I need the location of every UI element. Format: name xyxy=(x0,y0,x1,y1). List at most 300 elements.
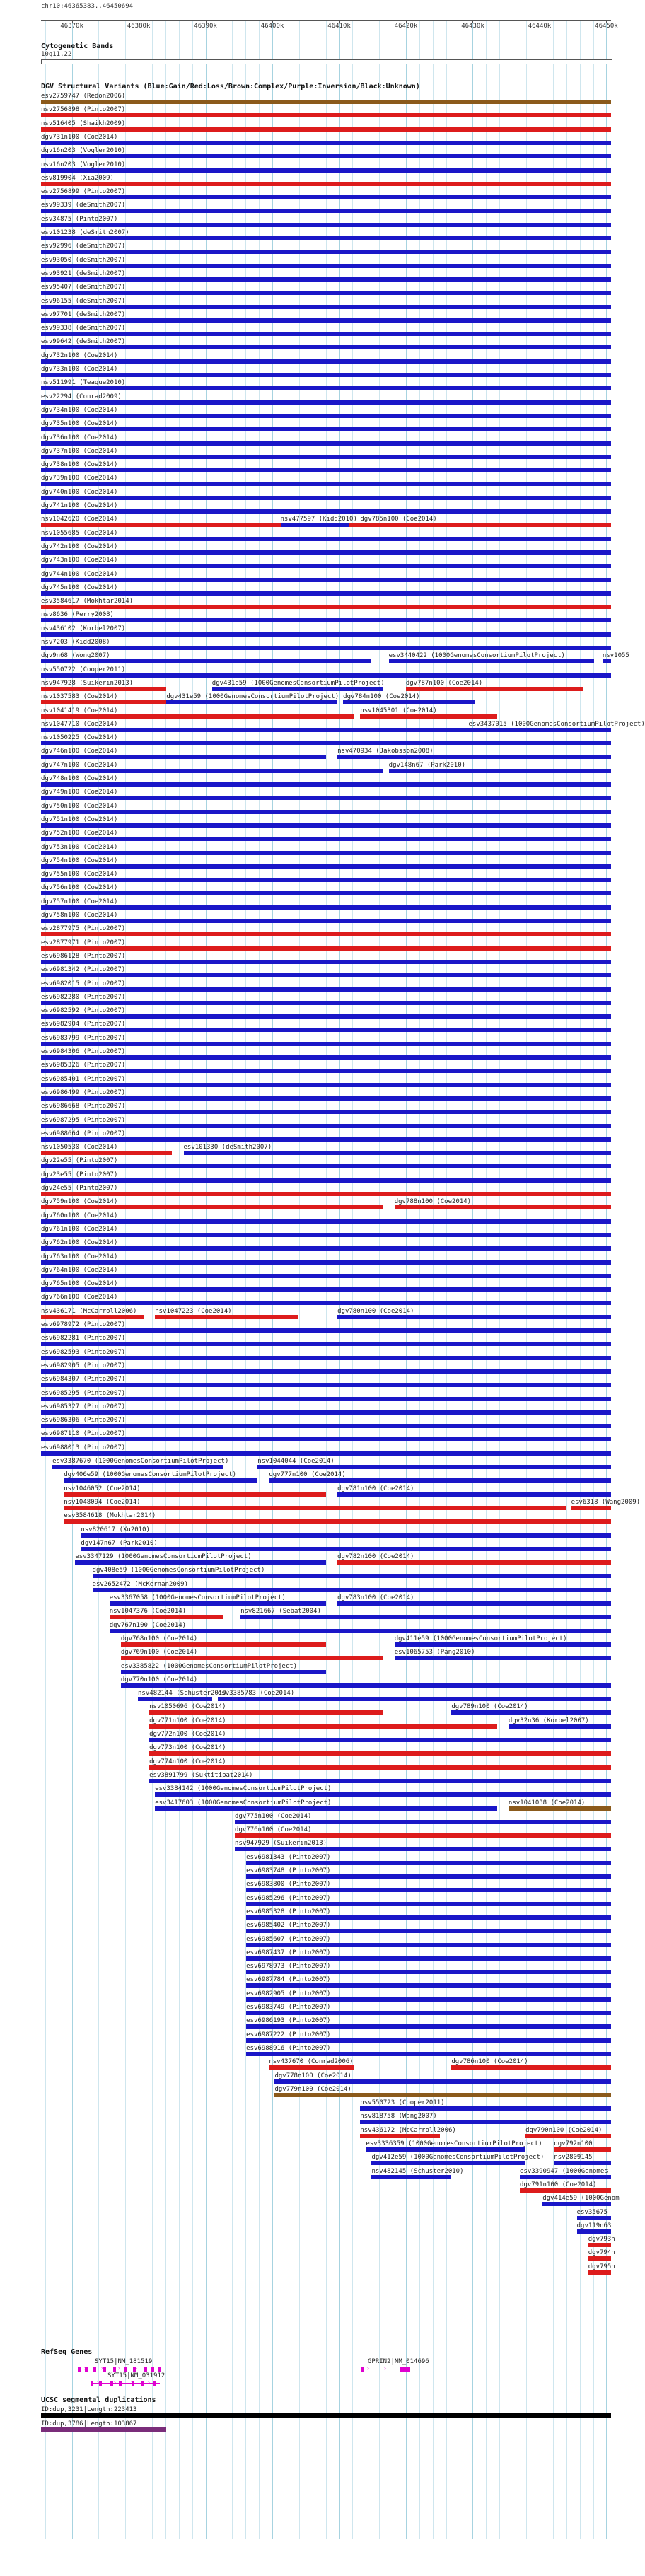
sv-label[interactable]: esv6978973 (Pinto2007) xyxy=(246,1963,331,1971)
sv-label[interactable]: nsv550722 (Cooper2011) xyxy=(41,666,126,673)
sv-bar-gain[interactable] xyxy=(246,1888,611,1892)
sv-bar-gain[interactable] xyxy=(155,1792,611,1797)
sv-label[interactable]: nsv516405 (Shaikh2009) xyxy=(41,120,126,127)
sv-bar-gain[interactable] xyxy=(246,2038,611,2043)
sv-bar-gain[interactable] xyxy=(41,1042,611,1046)
sv-bar-gain[interactable] xyxy=(246,1956,611,1961)
sv-bar-loss[interactable] xyxy=(149,1724,497,1729)
sv-label[interactable]: esv3417603 (1000GenomesConsortiumPilotProject) xyxy=(155,1799,332,1806)
sv-label[interactable]: esv6987295 (Pinto2007) xyxy=(41,1116,126,1124)
sv-label[interactable]: nsv436102 (Korbel2007) xyxy=(41,625,126,632)
sv-label[interactable]: dgv761n100 (Coe2014) xyxy=(41,1225,118,1233)
sv-bar-gain[interactable] xyxy=(337,1601,611,1606)
sv-bar-loss[interactable] xyxy=(451,2065,611,2070)
sv-bar-loss[interactable] xyxy=(64,1492,326,1497)
sv-label[interactable]: nsv1045301 (Coe2014) xyxy=(360,707,437,714)
sv-label[interactable]: nsv1050696 (Coe2014) xyxy=(149,1703,226,1711)
sv-label[interactable]: esv3385783 (Coe2014) xyxy=(217,1690,295,1698)
gene-label[interactable]: SYT15|NM_031912 xyxy=(108,2372,165,2379)
sv-bar-gain[interactable] xyxy=(246,1874,611,1879)
sv-bar-gain[interactable] xyxy=(41,482,611,486)
sv-label[interactable]: esv6982904 (Pinto2007) xyxy=(41,1021,126,1028)
sv-label[interactable]: esv6985607 (Pinto2007) xyxy=(246,1935,331,1943)
sv-label[interactable]: nsv1041038 (Coe2014) xyxy=(508,1799,586,1806)
sv-label[interactable]: dgv788n100 (Coe2014) xyxy=(394,1198,472,1206)
sv-label[interactable]: nsv470934 (Jakobsson2008) xyxy=(337,748,434,755)
sv-label[interactable]: nsv1047223 (Coe2014) xyxy=(155,1307,232,1315)
sv-bar-gain[interactable] xyxy=(246,1861,611,1865)
sv-label[interactable]: dgv9n68 (Wong2007) xyxy=(41,652,110,660)
gene-exon[interactable] xyxy=(91,2381,93,2386)
sv-bar-gain[interactable] xyxy=(93,1574,611,1578)
sv-label[interactable]: dgv735n100 (Coe2014) xyxy=(41,420,118,428)
gene-exon[interactable] xyxy=(158,2367,161,2372)
sv-label[interactable]: esv99642 (deSmith2007) xyxy=(41,338,126,346)
sv-label[interactable]: dgv773n100 (Coe2014) xyxy=(149,1744,226,1752)
sv-bar-loss[interactable] xyxy=(337,1560,611,1565)
sv-bar-gain[interactable] xyxy=(389,659,594,663)
dup-bar[interactable] xyxy=(41,2413,611,2418)
sv-label[interactable]: nsv2756898 (Pinto2007) xyxy=(41,106,126,114)
sv-bar-gain[interactable] xyxy=(41,618,611,622)
sv-label[interactable]: dgv756n100 (Coe2014) xyxy=(41,884,118,892)
sv-label[interactable]: dgv16n203 (Vogler2010) xyxy=(41,147,126,155)
sv-label[interactable]: esv2652472 (McKernan2009) xyxy=(92,1580,188,1588)
sv-label[interactable]: dgv757n100 (Coe2014) xyxy=(41,898,118,905)
sv-bar-gain[interactable] xyxy=(41,1410,611,1415)
sv-bar-gain[interactable] xyxy=(235,1847,611,1851)
sv-label[interactable]: esv2759747 (Redon2006) xyxy=(41,93,126,100)
sv-label[interactable]: esv6984306 (Pinto2007) xyxy=(41,1048,126,1055)
sv-bar-gain[interactable] xyxy=(371,2175,451,2179)
sv-label[interactable]: esv6982905 (Pinto2007) xyxy=(41,1362,126,1369)
sv-bar-gain[interactable] xyxy=(41,455,611,459)
sv-label[interactable]: nsv1037583 (Coe2014) xyxy=(41,693,118,701)
sv-label[interactable]: dgv741n100 (Coe2014) xyxy=(41,502,118,509)
dup-bar[interactable] xyxy=(41,2427,166,2432)
sv-label[interactable]: esv22294 (Conrad2009) xyxy=(41,393,122,400)
sv-label[interactable]: dgv760n100 (Coe2014) xyxy=(41,1212,118,1219)
sv-bar-gain[interactable] xyxy=(246,1983,611,1988)
sv-label[interactable]: nsv436171 (McCarroll2006) xyxy=(41,1307,137,1315)
sv-bar-gain[interactable] xyxy=(41,1260,611,1265)
sv-bar-gain[interactable] xyxy=(509,1724,611,1729)
sv-label[interactable]: dgv777n100 (Coe2014) xyxy=(269,1471,346,1479)
sv-bar-gain[interactable] xyxy=(166,700,337,704)
sv-label[interactable]: dgv789n100 (Coe2014) xyxy=(451,1703,528,1711)
sv-bar-gain[interactable] xyxy=(554,2161,611,2165)
sv-bar-loss[interactable] xyxy=(588,2270,611,2275)
sv-bar-gain[interactable] xyxy=(360,2106,611,2111)
sv-bar-gain[interactable] xyxy=(41,427,611,431)
gene-exon[interactable] xyxy=(113,2367,116,2372)
sv-label[interactable]: nsv436172 (McCarroll2006) xyxy=(360,2126,456,2134)
sv-label[interactable]: dgv750n100 (Coe2014) xyxy=(41,802,118,810)
sv-bar-gain[interactable] xyxy=(246,2011,611,2015)
cytoband-bar[interactable] xyxy=(41,59,612,64)
sv-bar-gain[interactable] xyxy=(246,1902,611,1906)
sv-bar-gain[interactable] xyxy=(41,1356,611,1360)
sv-label[interactable]: esv6986668 (Pinto2007) xyxy=(41,1103,126,1110)
sv-bar-gain[interactable] xyxy=(41,550,611,555)
sv-label[interactable]: dgv739n100 (Coe2014) xyxy=(41,475,118,482)
sv-label[interactable]: esv3336359 (1000GenomesConsortiumPilotProject) xyxy=(366,2140,542,2147)
sv-label[interactable]: dgv119n63 xyxy=(576,2222,612,2229)
gene-exon[interactable] xyxy=(406,2367,409,2372)
sv-bar-gain[interactable] xyxy=(246,1915,611,1920)
sv-label[interactable]: nsv947929 (Suikerin2013) xyxy=(235,1840,327,1847)
gene-exon[interactable] xyxy=(361,2367,364,2372)
sv-label[interactable]: dgv431e59 (1000GenomesConsortiumPilotProject) xyxy=(211,679,385,687)
sv-label[interactable]: dgv794n xyxy=(588,2249,615,2257)
sv-bar-loss[interactable] xyxy=(588,2256,611,2261)
gene-exon[interactable] xyxy=(93,2367,96,2372)
sv-bar-gain[interactable] xyxy=(269,1478,611,1483)
sv-bar-loss[interactable] xyxy=(269,2065,354,2070)
sv-bar-loss[interactable] xyxy=(149,1751,611,1756)
sv-bar-gain[interactable] xyxy=(451,1710,611,1715)
sv-bar-gain[interactable] xyxy=(337,755,611,759)
sv-label[interactable]: dgv775n100 (Coe2014) xyxy=(235,1812,312,1820)
sv-label[interactable]: esv6983748 (Pinto2007) xyxy=(246,1867,331,1874)
sv-bar-loss[interactable] xyxy=(121,1642,326,1647)
sv-bar-gain[interactable] xyxy=(41,400,611,405)
sv-bar-gain[interactable] xyxy=(41,960,611,964)
sv-label[interactable]: nsv1050225 (Coe2014) xyxy=(41,734,118,742)
sv-label[interactable]: esv3437015 (1000GenomesConsortiumPilotProject) xyxy=(468,720,645,728)
sv-label[interactable]: esv101238 (deSmith2007) xyxy=(41,229,129,236)
sv-bar-gain[interactable] xyxy=(371,2161,525,2165)
sv-bar-gain[interactable] xyxy=(41,796,611,800)
sv-label[interactable]: esv3390947 (1000Genomes xyxy=(520,2167,608,2175)
sv-label[interactable]: dgv776n100 (Coe2014) xyxy=(235,1826,312,1834)
sv-bar-gain[interactable] xyxy=(41,1424,611,1428)
gene-exon[interactable] xyxy=(144,2367,147,2372)
sv-label[interactable]: esv34875 (Pinto2007) xyxy=(41,215,118,223)
sv-bar-loss[interactable] xyxy=(406,687,583,691)
sv-label[interactable]: dgv793n xyxy=(588,2236,615,2244)
sv-bar-gain[interactable] xyxy=(41,1342,611,1346)
sv-label[interactable]: dgv786n100 (Coe2014) xyxy=(451,2058,528,2066)
sv-label[interactable]: esv1065753 (Pang2010) xyxy=(394,1649,475,1657)
sv-bar-gain[interactable] xyxy=(41,305,611,309)
sv-bar-gain[interactable] xyxy=(41,878,611,882)
sv-label[interactable]: dgv752n100 (Coe2014) xyxy=(41,830,118,837)
sv-bar-gain[interactable] xyxy=(257,1465,611,1469)
sv-label[interactable]: esv3367058 (1000GenomesConsortiumPilotProject) xyxy=(109,1594,286,1601)
sv-bar-gain[interactable] xyxy=(41,318,611,323)
sv-bar-gain[interactable] xyxy=(41,1328,611,1333)
sv-label[interactable]: esv3347129 (1000GenomesConsortiumPilotProject) xyxy=(75,1553,252,1561)
sv-bar-gain[interactable] xyxy=(41,291,611,295)
sv-label[interactable]: esv35675 xyxy=(576,2208,608,2216)
sv-bar-gain[interactable] xyxy=(41,891,611,895)
sv-bar-gain[interactable] xyxy=(41,468,611,472)
sv-label[interactable]: esv6982592 (Pinto2007) xyxy=(41,1007,126,1015)
gene-exon[interactable] xyxy=(141,2381,144,2386)
sv-bar-gain[interactable] xyxy=(41,1246,611,1251)
sv-label[interactable]: esv6988013 (Pinto2007) xyxy=(41,1444,126,1451)
sv-label[interactable]: nsv482144 (Schuster2010) xyxy=(138,1690,231,1698)
sv-label[interactable]: dgv759n100 (Coe2014) xyxy=(41,1198,118,1206)
sv-bar-gain[interactable] xyxy=(41,1301,611,1305)
sv-bar-gain[interactable] xyxy=(577,2216,611,2220)
sv-label[interactable]: esv3891799 (Suktitipat2014) xyxy=(149,1771,253,1779)
sv-label[interactable]: dgv742n100 (Coe2014) xyxy=(41,543,118,550)
sv-bar-gain[interactable] xyxy=(41,591,611,596)
sv-label[interactable]: dgv758n100 (Coe2014) xyxy=(41,912,118,919)
sv-label[interactable]: dgv772n100 (Coe2014) xyxy=(149,1731,226,1738)
sv-bar-gain[interactable] xyxy=(337,1492,611,1497)
sv-bar-gain[interactable] xyxy=(218,1697,611,1701)
sv-bar-gain[interactable] xyxy=(41,332,611,336)
sv-bar-gain[interactable] xyxy=(246,1929,611,1933)
sv-bar-loss[interactable] xyxy=(64,1506,565,1510)
sv-label[interactable]: esv6988916 (Pinto2007) xyxy=(246,2044,331,2052)
sv-label[interactable]: nsv550723 (Cooper2011) xyxy=(360,2099,445,2107)
sv-label[interactable]: esv3387670 (1000GenomesConsortiumPilotProject) xyxy=(52,1458,229,1465)
sv-label[interactable]: esv93050 (deSmith2007) xyxy=(41,256,126,264)
sv-bar-gain[interactable] xyxy=(41,250,611,254)
sv-label[interactable]: dgv745n100 (Coe2014) xyxy=(41,584,118,591)
sv-label[interactable]: esv6987437 (Pinto2007) xyxy=(246,1949,331,1956)
sv-label[interactable]: dgv792n100 xyxy=(554,2140,593,2147)
sv-label[interactable]: esv93921 (deSmith2007) xyxy=(41,269,126,277)
gene-exon[interactable] xyxy=(78,2367,81,2372)
sv-bar-gain[interactable] xyxy=(41,851,611,855)
sv-bar-loss[interactable] xyxy=(41,113,611,117)
sv-label[interactable]: nsv8636 (Perry2008) xyxy=(41,611,114,619)
sv-label[interactable]: dgv414e59 (1000Genom xyxy=(542,2195,620,2203)
sv-label[interactable]: esv6983799 (Pinto2007) xyxy=(41,1034,126,1042)
sv-bar-gain[interactable] xyxy=(41,345,611,349)
sv-label[interactable]: esv6985296 (Pinto2007) xyxy=(246,1894,331,1902)
sv-bar-gain[interactable] xyxy=(360,2120,611,2124)
sv-bar-gain[interactable] xyxy=(110,1601,326,1606)
sv-label[interactable]: dgv763n100 (Coe2014) xyxy=(41,1253,118,1260)
sv-bar-gain[interactable] xyxy=(41,755,326,759)
sv-bar-gain[interactable] xyxy=(41,386,611,390)
sv-bar-loss[interactable] xyxy=(571,1506,611,1510)
sv-label[interactable]: esv2756899 (Pinto2007) xyxy=(41,188,126,196)
sv-label[interactable]: dgv32n36 (Korbel2007) xyxy=(508,1717,589,1724)
sv-label[interactable]: dgv747n100 (Coe2014) xyxy=(41,761,118,769)
sv-bar-gain[interactable] xyxy=(41,646,611,650)
sv-label[interactable]: esv6987222 (Pinto2007) xyxy=(246,2031,331,2038)
sv-bar-gain[interactable] xyxy=(41,1437,611,1441)
sv-label[interactable]: nsv1048094 (Coe2014) xyxy=(64,1498,141,1506)
sv-label[interactable]: dgv751n100 (Coe2014) xyxy=(41,816,118,823)
sv-bar-gain[interactable] xyxy=(246,1970,611,1974)
sv-bar-loss[interactable] xyxy=(588,2243,611,2247)
sv-label[interactable]: nsv7203 (Kidd2008) xyxy=(41,639,110,646)
sv-bar-gain[interactable] xyxy=(41,659,371,663)
sv-label[interactable]: esv95407 (deSmith2007) xyxy=(41,284,126,291)
sv-label[interactable]: dgv784n100 (Coe2014) xyxy=(343,693,420,701)
sv-bar-gain[interactable] xyxy=(337,1315,611,1319)
sv-label[interactable]: nsv821667 (Sebat2004) xyxy=(240,1608,321,1615)
sv-label[interactable]: esv3385822 (1000GenomesConsortiumPilotProject) xyxy=(120,1662,298,1670)
sv-label[interactable]: nsv818758 (Wang2007) xyxy=(360,2113,437,2120)
sv-bar-gain[interactable] xyxy=(41,264,611,268)
sv-label[interactable]: dgv782n100 (Coe2014) xyxy=(337,1553,414,1561)
sv-bar-gain[interactable] xyxy=(41,1164,611,1168)
sv-label[interactable]: esv2877971 (Pinto2007) xyxy=(41,939,126,946)
sv-bar-gain[interactable] xyxy=(41,769,383,773)
sv-bar-loss[interactable] xyxy=(360,2134,440,2138)
sv-bar-gain[interactable] xyxy=(41,209,611,213)
sv-bar-loss[interactable] xyxy=(155,1315,298,1319)
sv-bar-gain[interactable] xyxy=(395,1642,611,1647)
sv-bar-gain[interactable] xyxy=(41,1383,611,1387)
sv-label[interactable]: dgv770n100 (Coe2014) xyxy=(120,1676,198,1683)
sv-label[interactable]: dgv765n100 (Coe2014) xyxy=(41,1280,118,1288)
sv-bar-gain[interactable] xyxy=(110,1629,611,1633)
sv-label[interactable]: esv6981343 (Pinto2007) xyxy=(246,1853,331,1861)
sv-label[interactable]: esv96155 (deSmith2007) xyxy=(41,297,126,305)
sv-label[interactable]: nsv1055 xyxy=(602,652,629,660)
sv-label[interactable]: dgv23e55 (Pinto2007) xyxy=(41,1171,118,1178)
sv-bar-gain[interactable] xyxy=(138,1697,212,1701)
sv-bar-loss[interactable] xyxy=(360,714,496,719)
sv-label[interactable]: nsv1047710 (Coe2014) xyxy=(41,720,118,728)
sv-label[interactable]: esv6984307 (Pinto2007) xyxy=(41,1376,126,1383)
sv-bar-gain[interactable] xyxy=(41,1274,611,1278)
sv-label[interactable]: nsv437670 (Conrad2006) xyxy=(269,2058,354,2066)
sv-bar-gain[interactable] xyxy=(41,1069,611,1073)
sv-bar-gain[interactable] xyxy=(281,523,349,527)
sv-bar-loss[interactable] xyxy=(520,2188,611,2193)
sv-label[interactable]: dgv744n100 (Coe2014) xyxy=(41,570,118,578)
sv-label[interactable]: esv6982015 (Pinto2007) xyxy=(41,980,126,987)
sv-bar-gain[interactable] xyxy=(41,509,611,514)
sv-label[interactable]: dgv771n100 (Coe2014) xyxy=(149,1717,226,1724)
sv-bar-loss[interactable] xyxy=(41,127,611,132)
sv-label[interactable]: esv6318 (Wang2009) xyxy=(571,1498,641,1506)
sv-bar-gain[interactable] xyxy=(41,496,611,500)
sv-bar-gain[interactable] xyxy=(41,919,611,923)
gene-label[interactable]: SYT15|NM_181519 xyxy=(95,2358,153,2365)
sv-bar-loss[interactable] xyxy=(41,700,166,704)
sv-bar-loss[interactable] xyxy=(41,714,354,719)
sv-label[interactable]: dgv754n100 (Coe2014) xyxy=(41,857,118,864)
sv-bar-loss[interactable] xyxy=(41,605,611,609)
sv-bar-gain[interactable] xyxy=(41,1397,611,1401)
sv-label[interactable]: dgv732n100 (Coe2014) xyxy=(41,352,118,359)
sv-bar-gain[interactable] xyxy=(41,632,611,637)
sv-label[interactable]: dgv740n100 (Coe2014) xyxy=(41,488,118,496)
sv-label[interactable]: dgv780n100 (Coe2014) xyxy=(337,1307,414,1315)
sv-bar-gain[interactable] xyxy=(41,236,611,240)
sv-bar-gain[interactable] xyxy=(246,1997,611,2002)
sv-bar-loss[interactable] xyxy=(41,1192,611,1196)
sv-label[interactable]: nsv1044044 (Coe2014) xyxy=(257,1458,335,1465)
sv-label[interactable]: esv6985402 (Pinto2007) xyxy=(246,1922,331,1930)
sv-label[interactable]: dgv781n100 (Coe2014) xyxy=(337,1485,414,1492)
sv-bar-gain[interactable] xyxy=(41,1233,611,1237)
sv-label[interactable]: nsv820617 (Xu2010) xyxy=(81,1526,150,1533)
sv-bar-gain[interactable] xyxy=(41,1110,611,1114)
sv-label[interactable]: esv97701 (deSmith2007) xyxy=(41,311,126,318)
sv-bar-gain[interactable] xyxy=(366,2147,525,2152)
sv-label[interactable]: esv6982593 (Pinto2007) xyxy=(41,1348,126,1356)
sv-label[interactable]: nsv511991 (Teague2010) xyxy=(41,379,126,387)
sv-label[interactable]: dgv764n100 (Coe2014) xyxy=(41,1266,118,1274)
sv-label[interactable]: nsv1055685 (Coe2014) xyxy=(41,529,118,537)
sv-bar-gain[interactable] xyxy=(577,2229,611,2234)
sv-label[interactable]: nsv2809145 xyxy=(554,2154,593,2162)
sv-bar-gain[interactable] xyxy=(212,687,383,691)
sv-bar-gain[interactable] xyxy=(41,141,611,145)
sv-bar-gain[interactable] xyxy=(274,2079,611,2084)
sv-bar-loss[interactable] xyxy=(41,932,611,936)
sv-bar-gain[interactable] xyxy=(121,1683,611,1688)
sv-label[interactable]: esv6983800 (Pinto2007) xyxy=(246,1881,331,1889)
sv-bar-gain[interactable] xyxy=(155,1806,497,1811)
sv-label[interactable]: esv6985327 (Pinto2007) xyxy=(41,1403,126,1410)
sv-bar-gain[interactable] xyxy=(41,741,611,745)
sv-label[interactable]: esv6981342 (Pinto2007) xyxy=(41,966,126,974)
sv-label[interactable]: nsv477597 (Kidd2010) xyxy=(280,516,357,523)
sv-bar-gain[interactable] xyxy=(395,1656,611,1660)
sv-bar-loss[interactable] xyxy=(149,1710,383,1715)
sv-bar-loss[interactable] xyxy=(41,182,611,186)
sv-bar-gain[interactable] xyxy=(41,1096,611,1101)
sv-bar-loss[interactable] xyxy=(41,1315,144,1319)
sv-bar-loss[interactable] xyxy=(41,1205,383,1209)
sv-bar-loss[interactable] xyxy=(41,1151,172,1155)
sv-bar-gain[interactable] xyxy=(41,673,611,678)
sv-bar-gain[interactable] xyxy=(149,1779,611,1783)
sv-label[interactable]: esv6985401 (Pinto2007) xyxy=(41,1075,126,1083)
sv-bar-gain[interactable] xyxy=(41,578,611,582)
sv-label[interactable]: esv3584617 (Mokhtar2014) xyxy=(41,598,134,605)
sv-label[interactable]: dgv406e59 (1000GenomesConsortiumPilotProject) xyxy=(64,1471,237,1479)
sv-bar-gain[interactable] xyxy=(41,1219,611,1224)
sv-bar-gain[interactable] xyxy=(41,987,611,992)
sv-bar-gain[interactable] xyxy=(41,441,611,446)
sv-label[interactable]: dgv147n67 (Park2010) xyxy=(81,1539,158,1547)
gene-exon[interactable] xyxy=(153,2381,156,2386)
sv-bar-complex[interactable] xyxy=(41,100,611,104)
sv-bar-gain[interactable] xyxy=(64,1478,257,1483)
sv-bar-gain[interactable] xyxy=(246,1943,611,1947)
sv-label[interactable]: dgv767n100 (Coe2014) xyxy=(109,1621,187,1629)
sv-bar-gain[interactable] xyxy=(41,1369,611,1374)
sv-bar-gain[interactable] xyxy=(149,1738,611,1742)
sv-label[interactable]: dgv24e55 (Pinto2007) xyxy=(41,1185,118,1192)
sv-bar-complex[interactable] xyxy=(509,1806,611,1811)
sv-label[interactable]: esv6982905 (Pinto2007) xyxy=(246,1990,331,1997)
sv-bar-gain[interactable] xyxy=(343,700,474,704)
sv-label[interactable]: esv6987784 (Pinto2007) xyxy=(246,1976,331,1984)
sv-bar-gain[interactable] xyxy=(469,728,612,732)
sv-bar-gain[interactable] xyxy=(542,2202,611,2206)
sv-label[interactable]: dgv148n67 (Park2010) xyxy=(388,761,466,769)
sv-label[interactable]: esv6988664 (Pinto2007) xyxy=(41,1130,126,1137)
gene-label[interactable]: GPRIN2|NM_014696 xyxy=(368,2358,429,2365)
sv-label[interactable]: nsv1041419 (Coe2014) xyxy=(41,707,118,714)
sv-label[interactable]: esv6978972 (Pinto2007) xyxy=(41,1321,126,1328)
sv-bar-gain[interactable] xyxy=(41,1028,611,1032)
sv-bar-gain[interactable] xyxy=(41,195,611,199)
sv-label[interactable]: dgv733n100 (Coe2014) xyxy=(41,366,118,373)
sv-label[interactable]: esv6985295 (Pinto2007) xyxy=(41,1389,126,1397)
sv-bar-gain[interactable] xyxy=(41,823,611,828)
sv-bar-gain[interactable] xyxy=(41,1451,611,1456)
sv-label[interactable]: dgv778n100 (Coe2014) xyxy=(274,2072,351,2079)
sv-bar-gain[interactable] xyxy=(41,1055,611,1060)
